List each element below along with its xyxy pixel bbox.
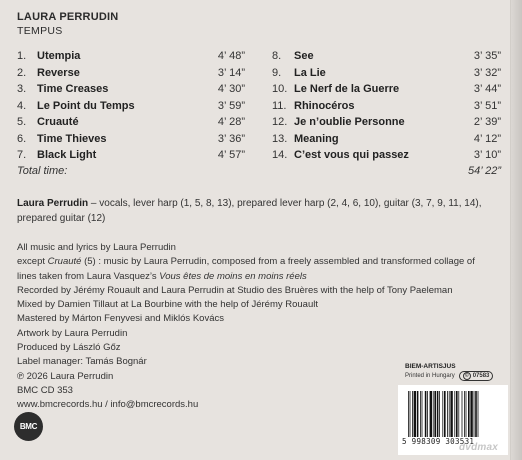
track-row: [17, 98, 245, 115]
track-duration: 3’ 36”: [217, 132, 245, 145]
credit-line: [17, 255, 507, 269]
credit-line: Label manager: Tamás Bognár: [17, 356, 147, 368]
track-duration: 3’ 10”: [473, 149, 501, 162]
track-duration: 4’ 57”: [217, 149, 245, 162]
track-number: 11.: [272, 99, 287, 112]
track-duration: 4’ 30”: [217, 83, 245, 96]
tracklist-right: [272, 48, 501, 164]
track-title: Utempia: [37, 50, 81, 63]
total-time-value: 54’ 22”: [467, 165, 501, 177]
track-duration: 3’ 51”: [473, 99, 501, 112]
credit-line: Artwork by Laura Perrudin: [17, 327, 128, 339]
track-duration: 4’ 48”: [217, 50, 245, 63]
copyright-icon: ©: [463, 372, 471, 380]
track-title: Reverse: [37, 66, 80, 79]
track-row: [272, 131, 501, 148]
biem-title: BIEM-ARTISJUS: [405, 363, 456, 370]
track-row: [17, 48, 245, 65]
track-title: Cruauté: [37, 116, 79, 129]
track-title: Time Creases: [37, 83, 109, 96]
track-number: 5.: [17, 116, 27, 129]
credit-text: (5) : music by Laura Perrudin, composed from a freely assembled and transformed collage of: [81, 256, 475, 268]
credit-text: except: [17, 256, 48, 268]
track-duration: 4’ 28”: [217, 116, 245, 129]
track-number: 8.: [272, 50, 282, 63]
credit-line: All music and lyrics by Laura Perrudin: [17, 242, 176, 253]
credit-book-title: Vous êtes de moins en moins réels: [159, 270, 307, 282]
track-number: 9.: [272, 66, 282, 79]
track-number: 2.: [17, 66, 27, 79]
track-duration: 3’ 14”: [217, 66, 245, 79]
track-title: Rhinocéros: [294, 99, 355, 112]
track-number: 13.: [272, 132, 288, 145]
track-row: [17, 114, 245, 131]
credit-song-title: Cruauté: [47, 256, 82, 268]
copyright-code: 07583: [472, 373, 490, 379]
track-title: Le Nerf de la Guerre: [294, 83, 400, 96]
total-time-label: Total time:: [17, 165, 68, 177]
performer-credit: [17, 197, 507, 226]
track-title: Le Point du Temps: [37, 99, 135, 112]
watermark: dvdmax: [459, 442, 498, 453]
bmc-logo: [14, 412, 43, 441]
credit-line: Mastered by Márton Fenyvesi and Miklós Kovács: [17, 313, 224, 325]
bmc-logo-text: BMC: [19, 422, 38, 431]
track-row: [17, 147, 245, 164]
barcode-icon: [406, 391, 502, 439]
track-number: 12.: [272, 116, 288, 129]
track-number: 3.: [17, 83, 27, 96]
credit-line: Produced by László Gőz: [17, 342, 121, 354]
track-title: See: [294, 50, 314, 63]
track-number: 6.: [17, 132, 27, 145]
track-number: 10.: [272, 83, 288, 96]
track-row: [272, 65, 501, 82]
biem-artisjus-mark: [405, 363, 503, 381]
credit-line: [17, 270, 507, 284]
track-title: La Lie: [294, 66, 326, 79]
track-duration: 3’ 59”: [217, 99, 245, 112]
album-title: TEMPUS: [17, 25, 63, 37]
case-spine-edge: [510, 0, 522, 460]
track-duration: 3’ 32”: [473, 66, 501, 79]
track-duration: 2’ 39”: [473, 116, 501, 129]
credit-line: Mixed by Damien Tillaut at La Bourbine with the help of Jérémy Rouault: [17, 299, 318, 311]
track-title: Black Light: [37, 149, 97, 162]
track-title: C’est vous qui passez: [294, 149, 409, 162]
track-title: Time Thieves: [37, 132, 107, 145]
track-row: [272, 98, 501, 115]
track-row: [272, 81, 501, 98]
catalog-number: BMC CD 353: [17, 384, 73, 396]
track-row: [272, 114, 501, 131]
barcode-number: 5 998309 303531: [402, 437, 475, 446]
credit-line: Recorded by Jérémy Rouault and Laura Perrudin at Studio des Bruères with the help of Tony Paeleman: [17, 284, 453, 296]
artist-name: LAURA PERRUDIN: [17, 11, 119, 23]
credit-text: lines taken from Laura Vasquez’s: [17, 270, 160, 282]
track-row: [17, 81, 245, 98]
total-time: [17, 165, 501, 177]
website-contact: www.bmcrecords.hu / info@bmcrecords.hu: [17, 399, 199, 411]
track-title: Meaning: [294, 132, 339, 145]
track-duration: 3’ 35”: [473, 50, 501, 63]
copyright-line: ℗ 2026 Laura Perrudin: [17, 370, 114, 382]
track-duration: 3’ 44”: [473, 83, 501, 96]
header: [17, 11, 118, 37]
performer-name: Laura Perrudin: [17, 198, 89, 209]
performer-roles: – vocals, lever harp (1, 5, 8, 13), prepared lever harp (2, 4, 6, 10), guitar (3, 7, 9, 11, 14), prepared guitar (12): [17, 198, 482, 224]
track-row: [17, 131, 245, 148]
printed-in-label: Printed in Hungary: [405, 373, 455, 379]
track-number: 7.: [17, 149, 27, 162]
track-row: [272, 147, 501, 164]
track-number: 14.: [272, 149, 288, 162]
copyright-code-badge: [459, 371, 494, 381]
track-number: 1.: [17, 50, 27, 63]
track-title: Je n’oublie Personne: [294, 116, 405, 129]
track-row: [272, 48, 501, 65]
tracklist-left: [17, 48, 245, 164]
track-duration: 4’ 12”: [473, 132, 501, 145]
track-row: [17, 65, 245, 82]
track-number: 4.: [17, 99, 27, 112]
